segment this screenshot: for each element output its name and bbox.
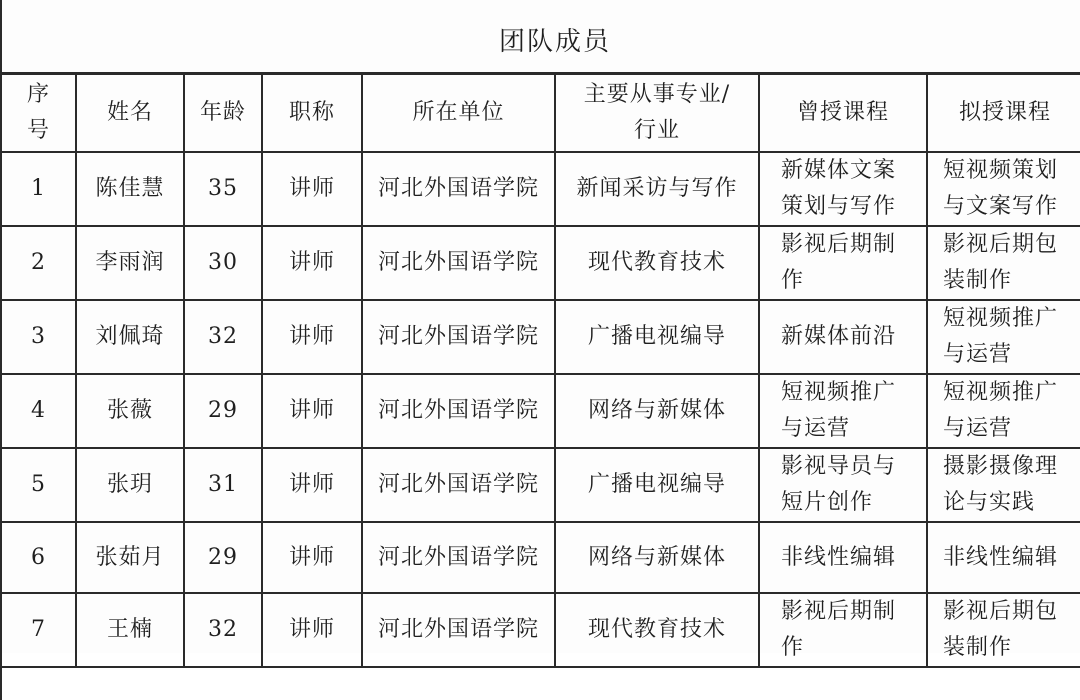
header-rank: 职称 bbox=[262, 74, 362, 152]
cell-rank-text: 讲师 bbox=[288, 617, 335, 642]
cell-planned-text: 影视后期包装制作 bbox=[943, 232, 1059, 293]
cell-unit bbox=[362, 593, 555, 667]
cell-age-text: 29 bbox=[208, 398, 238, 423]
table-row bbox=[1, 448, 1080, 522]
cell-rank bbox=[262, 593, 362, 667]
cell-taught bbox=[759, 226, 927, 300]
cell-name bbox=[76, 448, 184, 522]
cell-no bbox=[1, 374, 76, 448]
cell-name-text: 张玥 bbox=[106, 472, 153, 497]
cell-taught bbox=[759, 448, 927, 522]
cell-no bbox=[1, 226, 76, 300]
cell-major-text: 现代教育技术 bbox=[587, 250, 726, 275]
cell-taught-text: 影视导员与短片创作 bbox=[781, 454, 897, 515]
cell-no-text: 2 bbox=[31, 250, 46, 275]
cell-no bbox=[1, 593, 76, 667]
table-row bbox=[1, 374, 1080, 448]
cell-unit bbox=[362, 448, 555, 522]
cell-name-text: 张薇 bbox=[106, 398, 153, 423]
cell-major bbox=[555, 448, 759, 522]
cell-no bbox=[1, 448, 76, 522]
header-row bbox=[1, 74, 1080, 152]
cell-no bbox=[1, 522, 76, 593]
cell-planned bbox=[927, 300, 1080, 374]
cell-major bbox=[555, 226, 759, 300]
cell-rank-text: 讲师 bbox=[288, 324, 335, 349]
cell-age-text: 32 bbox=[208, 617, 238, 642]
cell-rank bbox=[262, 226, 362, 300]
header-name: 姓名 bbox=[76, 74, 184, 152]
cell-age bbox=[184, 226, 262, 300]
cell-rank-text: 讲师 bbox=[288, 176, 335, 201]
cell-unit bbox=[362, 226, 555, 300]
cell-planned-text: 短视频策划与文案写作 bbox=[943, 158, 1059, 219]
cell-rank bbox=[262, 448, 362, 522]
cell-taught-text: 影视后期制作 bbox=[781, 599, 897, 660]
cell-rank bbox=[262, 152, 362, 226]
cell-major-text: 新闻采访与写作 bbox=[576, 176, 738, 201]
cell-name-text: 陈佳慧 bbox=[95, 176, 165, 201]
cell-age-text: 32 bbox=[208, 324, 238, 349]
table-row bbox=[1, 226, 1080, 300]
header-unit: 所在单位 bbox=[362, 74, 555, 152]
cell-major-text: 广播电视编导 bbox=[587, 324, 726, 349]
cell-planned-text: 影视后期包装制作 bbox=[943, 599, 1059, 660]
cell-rank bbox=[262, 522, 362, 593]
cell-planned-text: 短视频推广与运营 bbox=[943, 306, 1059, 367]
cell-taught bbox=[759, 522, 927, 593]
cell-age bbox=[184, 374, 262, 448]
cell-unit-text: 河北外国语学院 bbox=[377, 176, 539, 201]
cell-age-text: 31 bbox=[208, 472, 238, 497]
cell-age bbox=[184, 448, 262, 522]
header-no-label: 序号 bbox=[26, 82, 50, 143]
cell-name-text: 刘佩琦 bbox=[95, 324, 165, 349]
cell-unit bbox=[362, 152, 555, 226]
cell-taught bbox=[759, 593, 927, 667]
cell-major-text: 网络与新媒体 bbox=[587, 398, 726, 423]
cell-age bbox=[184, 300, 262, 374]
cell-taught-text: 影视后期制作 bbox=[781, 232, 897, 293]
cell-rank-text: 讲师 bbox=[288, 250, 335, 275]
cell-unit bbox=[362, 300, 555, 374]
header-age: 年龄 bbox=[184, 74, 262, 152]
cell-taught bbox=[759, 152, 927, 226]
cell-age bbox=[184, 593, 262, 667]
table-row bbox=[1, 593, 1080, 667]
cell-taught bbox=[759, 300, 927, 374]
cell-rank-text: 讲师 bbox=[288, 398, 335, 423]
table-title: 团队成员 bbox=[498, 26, 611, 57]
cell-major-text: 网络与新媒体 bbox=[587, 544, 726, 570]
cell-age bbox=[184, 522, 262, 593]
cell-planned bbox=[927, 593, 1080, 667]
cell-name-text: 张茹月 bbox=[95, 544, 165, 570]
cell-age-text: 30 bbox=[208, 250, 238, 275]
cell-no-text: 3 bbox=[31, 324, 46, 349]
cell-age-text: 35 bbox=[208, 176, 238, 201]
cell-major bbox=[555, 152, 759, 226]
cell-no bbox=[1, 300, 76, 374]
cell-name-text: 李雨润 bbox=[95, 250, 165, 275]
table-row bbox=[1, 522, 1080, 593]
header-taught: 曾授课程 bbox=[759, 74, 927, 152]
cell-planned-text: 摄影摄像理论与实践 bbox=[943, 454, 1059, 515]
cell-major-text: 广播电视编导 bbox=[587, 472, 726, 497]
header-no bbox=[1, 74, 76, 152]
cell-taught-text: 新媒体前沿 bbox=[781, 324, 897, 349]
table-row bbox=[1, 300, 1080, 374]
cell-rank bbox=[262, 300, 362, 374]
cell-major bbox=[555, 522, 759, 593]
cell-no-text: 1 bbox=[31, 176, 46, 201]
cell-unit bbox=[362, 522, 555, 593]
cell-no bbox=[1, 152, 76, 226]
cell-name-text: 王楠 bbox=[106, 617, 153, 642]
cell-name bbox=[76, 300, 184, 374]
cell-planned bbox=[927, 522, 1080, 593]
cell-rank-text: 讲师 bbox=[288, 544, 335, 570]
cell-no-text: 7 bbox=[31, 617, 46, 642]
cell-unit-text: 河北外国语学院 bbox=[377, 324, 539, 349]
cell-planned bbox=[927, 448, 1080, 522]
cell-planned-text: 短视频推广与运营 bbox=[943, 380, 1059, 441]
cell-name bbox=[76, 152, 184, 226]
cell-unit-text: 河北外国语学院 bbox=[377, 472, 539, 497]
cell-planned-text: 非线性编辑 bbox=[943, 544, 1059, 570]
cell-taught-text: 非线性编辑 bbox=[781, 544, 897, 570]
cell-rank-text: 讲师 bbox=[288, 472, 335, 497]
cell-name bbox=[76, 374, 184, 448]
cell-no-text: 6 bbox=[31, 544, 46, 570]
cell-name bbox=[76, 593, 184, 667]
cell-age-text: 29 bbox=[208, 544, 238, 570]
cell-no-text: 4 bbox=[31, 398, 46, 423]
cell-unit-text: 河北外国语学院 bbox=[377, 250, 539, 275]
table-row bbox=[1, 152, 1080, 226]
cell-planned bbox=[927, 374, 1080, 448]
cell-age bbox=[184, 152, 262, 226]
cell-unit bbox=[362, 374, 555, 448]
cell-no-text: 5 bbox=[31, 472, 46, 497]
cell-taught bbox=[759, 374, 927, 448]
team-members-table bbox=[0, 73, 1080, 668]
cell-name bbox=[76, 226, 184, 300]
header-major-label: 主要从事专业/行业 bbox=[583, 82, 731, 143]
cell-major-text: 现代教育技术 bbox=[587, 617, 726, 642]
cell-major bbox=[555, 374, 759, 448]
cell-unit-text: 河北外国语学院 bbox=[377, 398, 539, 423]
header-planned: 拟授课程 bbox=[927, 74, 1080, 152]
cell-planned bbox=[927, 152, 1080, 226]
cell-taught-text: 新媒体文案策划与写作 bbox=[781, 158, 897, 219]
title-row bbox=[0, 0, 1080, 74]
cell-unit-text: 河北外国语学院 bbox=[377, 617, 539, 642]
cell-major bbox=[555, 593, 759, 667]
header-major bbox=[555, 74, 759, 152]
table-body bbox=[1, 152, 1080, 667]
cell-planned bbox=[927, 226, 1080, 300]
cell-rank bbox=[262, 374, 362, 448]
cell-taught-text: 短视频推广与运营 bbox=[781, 380, 897, 441]
cell-name bbox=[76, 522, 184, 593]
cell-unit-text: 河北外国语学院 bbox=[377, 544, 539, 570]
cell-major bbox=[555, 300, 759, 374]
